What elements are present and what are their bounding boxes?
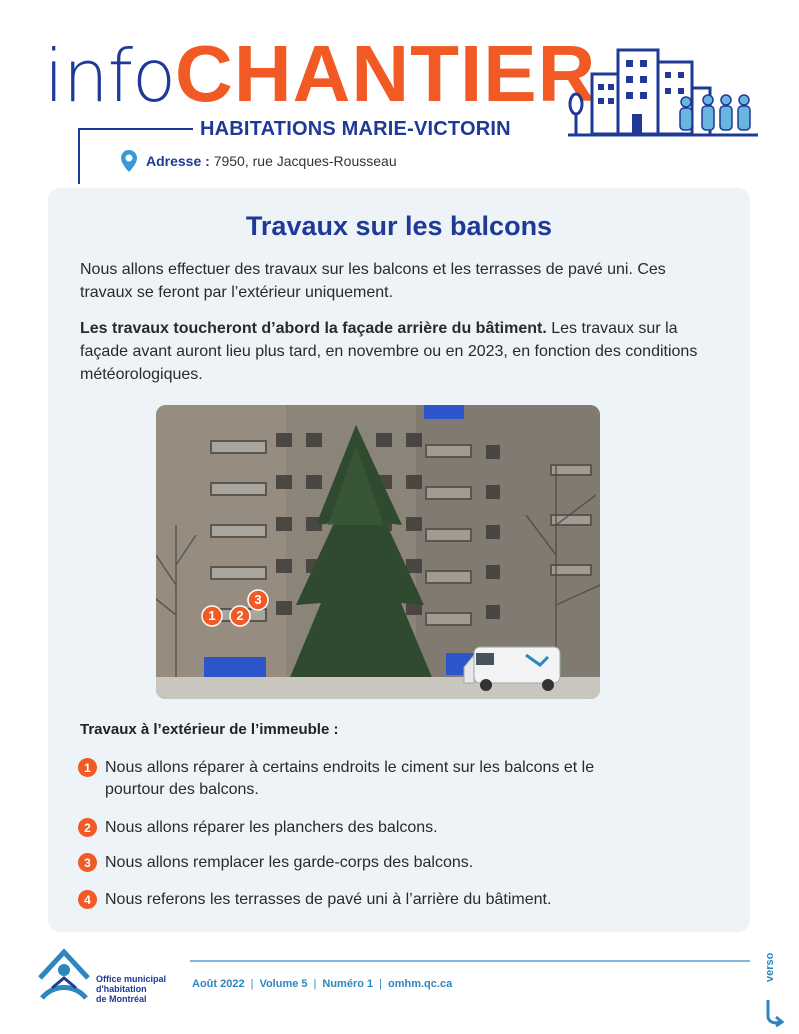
photo-marker-3: 3 bbox=[254, 592, 262, 607]
project-name: HABITATIONS MARIE-VICTORIN bbox=[200, 118, 511, 140]
number-badge: 3 bbox=[78, 853, 97, 872]
address-label: Adresse : bbox=[146, 153, 210, 169]
issue-volume: Volume 5 bbox=[259, 978, 308, 990]
verso-label: verso bbox=[764, 952, 776, 982]
org-line-2: d'habitation bbox=[96, 984, 147, 994]
note-paragraph bbox=[80, 317, 720, 386]
list-item bbox=[78, 757, 678, 801]
verso-indicator[interactable] bbox=[758, 952, 798, 1030]
header-bracket bbox=[78, 128, 80, 184]
intro-paragraph: Nous allons effectuer des travaux sur les balcons et les terrasses de pavé uni. Ces travaux se feront par l’extérieur uniquement. bbox=[80, 261, 666, 301]
list-item bbox=[78, 889, 678, 911]
logo-wordmark bbox=[44, 28, 596, 118]
logo-info-text: info bbox=[44, 34, 176, 118]
logo-chantier-text: CHANTIER bbox=[175, 29, 597, 118]
building-illustration bbox=[156, 405, 600, 699]
number-badge: 2 bbox=[78, 818, 97, 837]
number-badge: 4 bbox=[78, 890, 97, 909]
note-rest: Les travaux sur la façade avant auront lieu plus tard, en novembre ou en 2023, en fonction des conditions météorologiques. bbox=[80, 320, 698, 383]
omhm-logo-icon bbox=[34, 944, 94, 1004]
header-rule-left bbox=[78, 128, 193, 130]
org-name bbox=[96, 974, 186, 1004]
list-item-text: Nous allons réparer à certains endroits le ciment sur les balcons et le pourtour des balcons. bbox=[105, 759, 595, 798]
address-line bbox=[120, 149, 397, 173]
list-item bbox=[78, 852, 678, 874]
website-link[interactable]: omhm.qc.ca bbox=[388, 978, 453, 990]
footer-rule bbox=[190, 960, 750, 962]
issue-number: Numéro 1 bbox=[322, 978, 374, 990]
building-skyline-icon bbox=[568, 40, 758, 138]
org-line-1: Office municipal bbox=[96, 974, 167, 984]
address-value: 7950, rue Jacques-Rousseau bbox=[213, 153, 397, 169]
org-line-3: de Montréal bbox=[96, 994, 147, 1004]
issue-date: Août 2022 bbox=[192, 978, 245, 990]
note-bold: Les travaux toucheront d’abord la façade arrière du bâtiment. bbox=[80, 320, 547, 337]
page-title: Travaux sur les balcons bbox=[245, 211, 553, 241]
list-item-text: Nous allons remplacer les garde-corps des balcons. bbox=[105, 854, 474, 871]
list-title: Travaux à l’extérieur de l’immeuble : bbox=[80, 721, 339, 738]
photo-marker-2: 2 bbox=[236, 608, 244, 623]
turn-page-arrow-icon bbox=[760, 998, 786, 1028]
issue-meta: Août 2022 | Volume 5 | Numéro 1 | omhm.qc.ca bbox=[192, 978, 453, 990]
location-pin-icon bbox=[120, 149, 138, 173]
building-photo bbox=[156, 405, 600, 699]
list-item-text: Nous referons les terrasses de pavé uni à l’arrière du bâtiment. bbox=[105, 891, 552, 908]
number-badge: 1 bbox=[78, 758, 97, 777]
list-item-text: Nous allons réparer les planchers des balcons. bbox=[105, 819, 438, 836]
photo-marker-1: 1 bbox=[208, 608, 216, 623]
list-item bbox=[78, 817, 678, 839]
